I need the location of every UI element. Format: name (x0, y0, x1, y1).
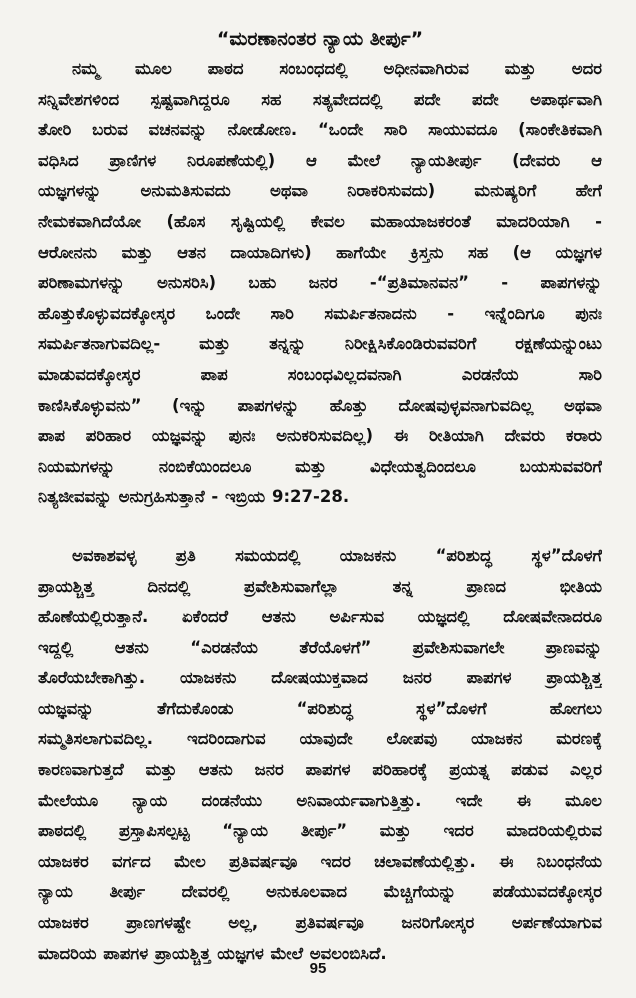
paragraph-line: ನಿಯಮಗಳನ್ನು ನಂಬಿಕೆಯಿಂದಲೂ ಮತ್ತು ವಿಧೇಯತ್ವದಿಂದಲೂ ಬಯಸುವವರಿಗೆ (38, 456, 602, 476)
paragraph-line: ಮಾದರಿಯ ಪಾಪಗಳ ಪ್ರಾಯಶ್ಚಿತ್ತ ಯಜ್ಞಗಳ ಮೇಲೆ ಅವಲಂಬಿಸಿದೆ. (38, 943, 387, 963)
paragraph-line: ಪ್ರಾಯಶ್ಚಿತ್ತ ದಿನದಲ್ಲಿ ಪ್ರವೇಶಿಸುವಾಗೆಲ್ಲಾ ತನ್ನ ಪ್ರಾಣದ ಭೀತಿಯ (38, 576, 602, 596)
paragraph-line: ನ್ಯಾಯ ತೀರ್ಪು ದೇವರಲ್ಲಿ ಅನುಕೂಲವಾದ ಮೆಚ್ಚಿಗೆಯನ್ನು ಪಡೆಯುವದಕ್ಕೋಸ್ಕರ (38, 882, 602, 902)
paragraph-line: ನಿತ್ಯಜೀವವನ್ನು ಅನುಗ್ರಹಿಸುತ್ತಾನೆ - ಇಬ್ರಿಯ 9:27-28. (38, 487, 350, 507)
paragraph-line: ಯಾಜಕರ ವರ್ಗದ ಮೇಲ ಪ್ರತಿವರ್ಷವೂ ಇದರ ಚಲಾವಣೆಯಲ್ಲಿತ್ತು. ಈ ನಿಬಂಧನೆಯ (38, 851, 602, 871)
paragraph-line: ಸಮ್ಮತಿಸಲಾಗುವದಿಲ್ಲ. ಇದರಿಂದಾಗುವ ಯಾವುದೇ ಲೋಪವು ಯಾಜಕನ ಮರಣಕ್ಕೆ (38, 729, 602, 749)
paragraph-line: ಹೊತ್ತುಕೊಳ್ಳುವದಕ್ಕೋಸ್ಕರ ಒಂದೇ ಸಾರಿ ಸಮರ್ಪಿತನಾದನು - ಇನ್ನೆಂದಿಗೂ ಪುನಃ (38, 303, 602, 323)
paragraph-1 (38, 54, 602, 513)
paragraph-line: ಪರಿಣಾಮಗಳನ್ನು ಅನುಸರಿಸಿ) ಬಹು ಜನರ -“ಪ್ರತಿಮಾನವನ” - ಪಾಪಗಳನ್ನು (38, 273, 602, 293)
paragraph-line: ಯಜ್ಞವನ್ನು ತೆಗೆದುಕೊಂಡು “ಪರಿಶುದ್ಧ ಸ್ಥಳ”ದೊಳಗೆ ಹೋಗಲು (38, 698, 602, 718)
paragraph-line: ವಧಿಸಿದ ಪ್ರಾಣಿಗಳ ನಿರೂಪಣೆಯಲ್ಲಿ) ಆ ಮೇಲೆ ನ್ಯಾಯತೀರ್ಪು (ದೇವರು ಆ (38, 150, 602, 170)
page-number: 95 (309, 960, 327, 977)
paragraph-line: ಪಾಠದಲ್ಲಿ ಪ್ರಸ್ತಾಪಿಸಲ್ಪಟ್ಟ “ನ್ಯಾಯ ತೀರ್ಪು” ಮತ್ತು ಇದರ ಮಾದರಿಯಲ್ಲಿರುವ (38, 821, 602, 841)
page-title: “ಮರಣಾನಂತರ ನ್ಯಾಯ ತೀರ್ಪು” (216, 28, 424, 50)
paragraph-line: ಸಮರ್ಪಿತನಾಗುವದಿಲ್ಲ- ಮತ್ತು ತನ್ನನ್ನು ನಿರೀಕ್ಷಿಸಿಕೊಂಡಿರುವವರಿಗೆ ರಕ್ಷಣೆಯನ್ನುಂಟು (38, 334, 602, 354)
paragraph-line: ಯಜ್ಞಗಳನ್ನು ಅನುಮತಿಸುವದು ಅಥವಾ ನಿರಾಕರಿಸುವದು) ಮನುಷ್ಯರಿಗೆ ಹೇಗೆ (38, 181, 602, 201)
paragraph-line: ಹೊಣೆಯಲ್ಲಿರುತ್ತಾನೆ. ಏಕೆಂದರೆ ಆತನು ಅರ್ಪಿಸುವ ಯಜ್ಞದಲ್ಲಿ ದೋಷವೇನಾದರೂ (38, 607, 602, 627)
paragraph-line: ಆರೋನನು ಮತ್ತು ಆತನ ದಾಯಾದಿಗಳು) ಹಾಗೆಯೇ ಕ್ರಿಸ್ತನು ಸಹ (ಆ ಯಜ್ಞಗಳ (38, 242, 602, 262)
paragraph-line: ಮಾಡುವದಕ್ಕೋಸ್ಕರ ಪಾಪ ಸಂಬಂಧವಿಲ್ಲದವನಾಗಿ ಎರಡನೆಯ ಸಾರಿ (38, 364, 602, 384)
paragraph-line: ತೋರಿ ಬರುವ ವಚನವನ್ನು ನೋಡೋಣ. “ಒಂದೇ ಸಾರಿ ಸಾಯುವದೂ (ಸಾಂಕೇತಿಕವಾಗಿ (38, 120, 602, 140)
paragraph-line: ಅವಕಾಶವಳ್ಳ ಪ್ರತಿ ಸಮಯದಲ್ಲಿ ಯಾಜಕನು “ಪರಿಶುದ್ಧ ಸ್ಥಳ”ದೊಳಗೆ (72, 545, 602, 565)
paragraph-line: ಮೇಲೆಯೂ ನ್ಯಾಯ ದಂಡನೆಯು ಅನಿವಾರ್ಯವಾಗುತ್ತಿತ್ತು. ಇದೇ ಈ ಮೂಲ (38, 790, 602, 810)
paragraph-line: ತೊರೆಯಬೇಕಾಗಿತ್ತು. ಯಾಜಕನು ದೋಷಯುಕ್ತವಾದ ಜನರ ಪಾಪಗಳ ಪ್ರಾಯಶ್ಚಿತ್ತ (38, 668, 602, 688)
document-page (38, 26, 602, 969)
paragraph-line: ಕಾಣಿಸಿಕೊಳ್ಳುವನು” (ಇನ್ನು ಪಾಪಗಳನ್ನು ಹೊತ್ತು ದೋಷವುಳ್ಳವನಾಗುವದಿಲ್ಲ ಅಥವಾ (38, 395, 602, 415)
paragraph-line: ಇದ್ದಲ್ಲಿ ಆತನು “ಎರಡನೆಯ ತೆರೆಯೊಳಗೆ” ಪ್ರವೇಶಿಸುವಾಗಲೇ ಪ್ರಾಣವನ್ನು (38, 637, 602, 657)
paragraph-line: ನಮ್ಮ ಮೂಲ ಪಾಠದ ಸಂಬಂಧದಲ್ಲಿ ಅಧೀನವಾಗಿರುವ ಮತ್ತು ಅದರ (72, 59, 602, 78)
paragraph-line: ಪಾಪ ಪರಿಹಾರ ಯಜ್ಞವನ್ನು ಪುನಃ ಅನುಕರಿಸುವದಿಲ್ಲ) ಈ ರೀತಿಯಾಗಿ ದೇವರು ಕರಾರು (38, 426, 602, 446)
paragraph-line: ಸನ್ನಿವೇಶಗಳಿಂದ ಸ್ಪಷ್ಟವಾಗಿದ್ದರೂ ಸಹ ಸತ್ಯವೇದದಲ್ಲಿ ಪದೇ ಪದೇ ಅಪಾರ್ಥವಾಗಿ (38, 89, 602, 109)
paragraph-line: ಯಾಜಕರ ಪ್ರಾಣಗಳಷ್ಟೇ ಅಲ್ಲ, ಪ್ರತಿವರ್ಷವೂ ಜನರಿಗೋಸ್ಕರ ಅರ್ಪಣೆಯಾಗುವ (38, 913, 602, 933)
paragraph-line: ನೇಮಕವಾಗಿದೆಯೋ (ಹೊಸ ಸೃಷ್ಟಿಯಲ್ಲಿ ಕೇವಲ ಮಹಾಯಾಜಕರಂತೆ ಮಾದರಿಯಾಗಿ - (38, 211, 602, 231)
paragraph-line: ಕಾರಣವಾಗುತ್ತದೆ ಮತ್ತು ಆತನು ಜನರ ಪಾಪಗಳ ಪರಿಹಾರಕ್ಕೆ ಪ್ರಯತ್ನ ಪಡುವ ಎಲ್ಲರ (38, 760, 602, 780)
paragraph-2 (38, 541, 602, 969)
